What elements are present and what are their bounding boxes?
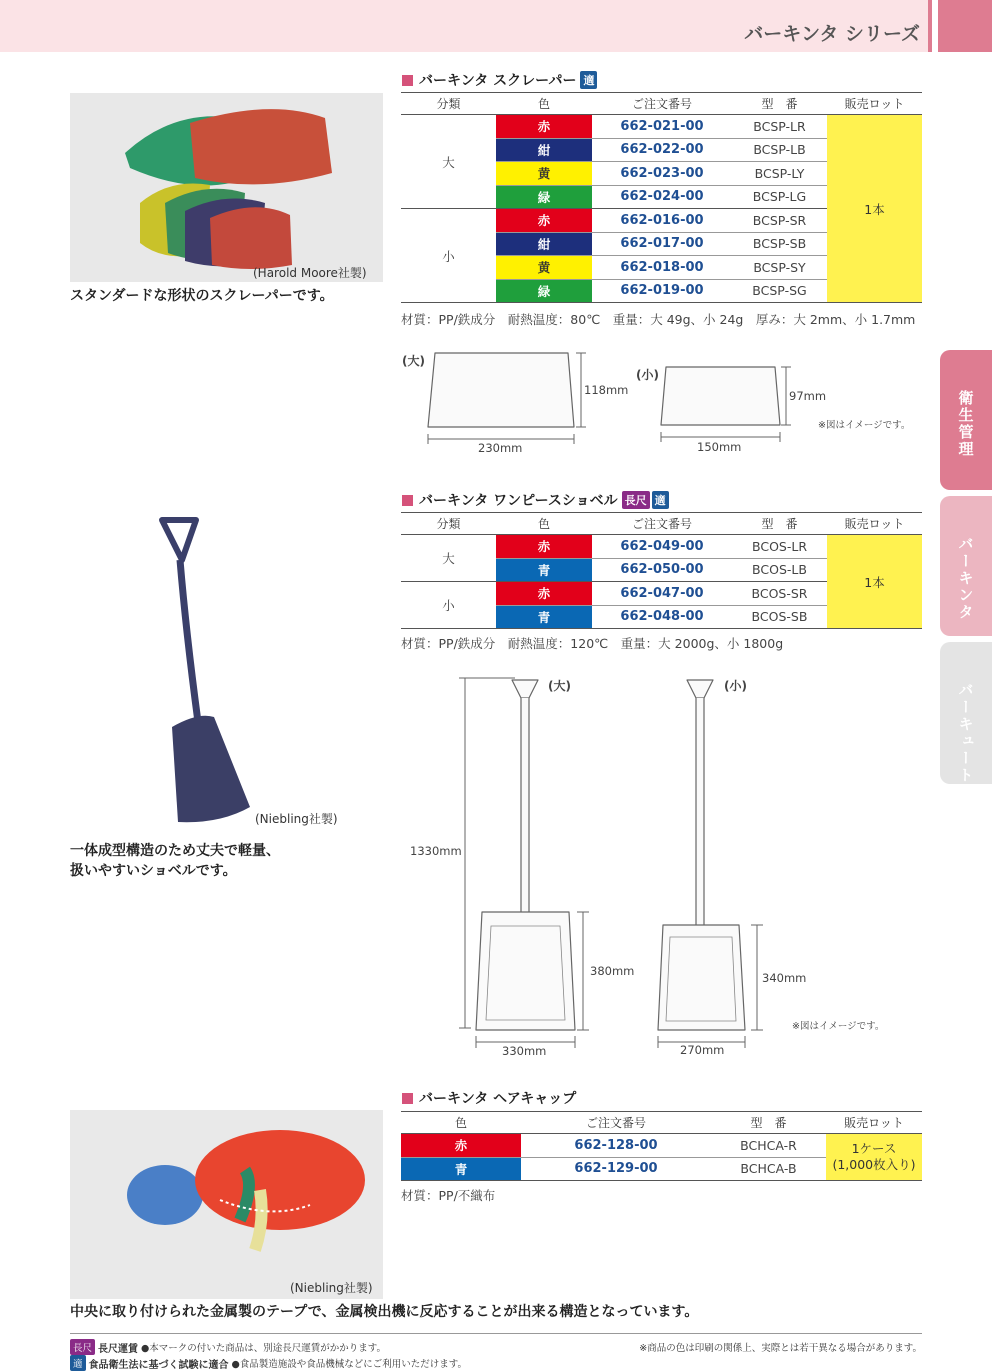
table-row: 紺 662-017-00 BCSP-SB (401, 232, 922, 256)
bullet-square (402, 75, 413, 86)
shovel-table: 分類 色 ご注文番号 型 番 販売ロット 大 赤 662-049-00 BCOS-LR 1本 青 662-050-00 BCOS-LB 小 赤 662-047-00 BCOS-SR 青 662-048-00 BCOS-SB (401, 512, 922, 629)
shovel-description-2: 扱いやすいショベルです。 (70, 863, 237, 879)
scraper-small-label: (小) (636, 368, 659, 382)
shovel-large-width: 330mm (502, 1044, 547, 1058)
scraper-material: 材質：PP/鉄成分 耐熱温度：80℃ 重量：大 49g、小 24g 厚み：大 2mm、小 1.7mm (401, 312, 916, 327)
shovel-diagram (455, 672, 775, 1057)
scraper-diagram (400, 345, 820, 460)
table-row: 大 赤 662-049-00 BCOS-LR 1本 (401, 535, 922, 559)
side-tab-barcute[interactable]: バーキュート (940, 642, 992, 784)
footer-row-2: 適 食品衛生法に基づく試験に適合 ●食品製造施設や食品機械などにご利用いただけます。 (70, 1355, 922, 1371)
haircap-photo (70, 1110, 383, 1299)
bullet-square (402, 495, 413, 506)
page-title: バーキンタ シリーズ (744, 23, 920, 45)
scraper-title: バーキンタ スクレーパー 適 (402, 70, 597, 90)
scraper-small-width: 150mm (697, 440, 742, 454)
scraper-table: 分類 色 ご注文番号 型 番 販売ロット 大 赤 662-021-00 BCSP-LR 1本 紺 662-022-00 BCSP-LB 黄 662-023-00 BCSP-LY 緑 662-024-00 BCSP-LG 小 赤 662-016-00 BCSP-SR 紺 662-017-00 BCSP-SB 黄 662-018-00 BCSP-SY 緑 662-019-00 BCSP-SG (401, 92, 922, 303)
shovel-small-width: 270mm (680, 1043, 725, 1057)
color-disclaimer: ※商品の色は印刷の関係上、実際とは若干異なる場合があります。 (639, 1343, 922, 1354)
shovel-material: 材質：PP/鉄成分 耐熱温度：120℃ 重量：大 2000g、小 1800g (401, 636, 784, 651)
table-row: 小 赤 662-047-00 BCOS-SR (401, 582, 922, 606)
haircap-table: 色 ご注文番号 型 番 販売ロット 赤 662-128-00 BCHCA-R 1ケース (1,000枚入り) 青 662-129-00 BCHCA-B (401, 1111, 922, 1181)
table-row: 赤 662-128-00 BCHCA-R 1ケース (1,000枚入り) (401, 1134, 922, 1158)
table-row: 緑 662-019-00 BCSP-SG (401, 279, 922, 303)
food-law-badge: 適 (652, 491, 669, 509)
shovel-photo-caption: (Niebling社製) (255, 812, 338, 826)
table-row: 黄 662-018-00 BCSP-SY (401, 256, 922, 280)
scraper-large-width: 230mm (478, 441, 523, 455)
shovel-photo (150, 512, 260, 832)
table-row: 青 662-050-00 BCOS-LB (401, 558, 922, 582)
shovel-title: バーキンタ ワンピースショベル 長尺 適 (402, 490, 669, 510)
table-row: 大 赤 662-021-00 BCSP-LR 1本 (401, 115, 922, 139)
shovel-diagram-note: ※図はイメージです。 (792, 1021, 885, 1032)
scraper-description: スタンダードな形状のスクレーパーです。 (70, 288, 334, 304)
bullet-square (402, 1093, 413, 1104)
table-row: 緑 662-024-00 BCSP-LG (401, 185, 922, 209)
scraper-large-label: (大) (402, 354, 425, 368)
scraper-large-height: 118mm (584, 383, 629, 397)
long-freight-badge: 長尺 (70, 1339, 95, 1355)
shovel-large-label: (大) (548, 679, 571, 693)
shovel-total-height: 1330mm (410, 844, 462, 858)
table-row: 紺 662-022-00 BCSP-LB (401, 138, 922, 162)
scraper-small-height: 97mm (789, 389, 827, 403)
footer-divider (70, 1333, 922, 1334)
table-row: 青 662-129-00 BCHCA-B (401, 1157, 922, 1181)
shovel-small-blade-height: 340mm (762, 971, 807, 985)
food-law-badge: 適 (580, 71, 597, 89)
long-freight-badge: 長尺 (622, 491, 650, 509)
footer-row-1: 長尺 長尺運賃 ●本マークの付いた商品は、別途長尺運賃がかかります。 ※商品の色は印刷の関係上、実際とは若干異なる場合があります。 (70, 1339, 922, 1355)
shovel-description-1: 一体成型構造のため丈夫で軽量、 (70, 843, 280, 859)
haircap-material: 材質：PP/不織布 (401, 1188, 496, 1203)
side-tab-barkinta[interactable]: バーキンタ (940, 496, 992, 636)
haircap-title: バーキンタ ヘアキャップ (402, 1088, 576, 1108)
shovel-large-blade-height: 380mm (590, 964, 635, 978)
shovel-small-label: (小) (724, 679, 747, 693)
table-row: 小 赤 662-016-00 BCSP-SR (401, 209, 922, 233)
haircap-photo-caption: (Niebling社製) (290, 1281, 373, 1295)
side-tab-hygiene[interactable]: 衛生管理 (940, 350, 992, 490)
scraper-diagram-note: ※図はイメージです。 (818, 420, 911, 431)
header-accent-tab (938, 0, 992, 52)
table-row: 黄 662-023-00 BCSP-LY (401, 162, 922, 186)
header-accent-line (928, 0, 932, 52)
food-law-badge: 適 (70, 1355, 86, 1371)
haircap-description: 中央に取り付けられた金属製のテープで、金属検出機に反応することが出来る構造となっています。 (70, 1304, 699, 1320)
scraper-photo (70, 93, 383, 282)
scraper-photo-caption: (Harold Moore社製) (253, 266, 367, 280)
table-row: 青 662-048-00 BCOS-SB (401, 605, 922, 629)
